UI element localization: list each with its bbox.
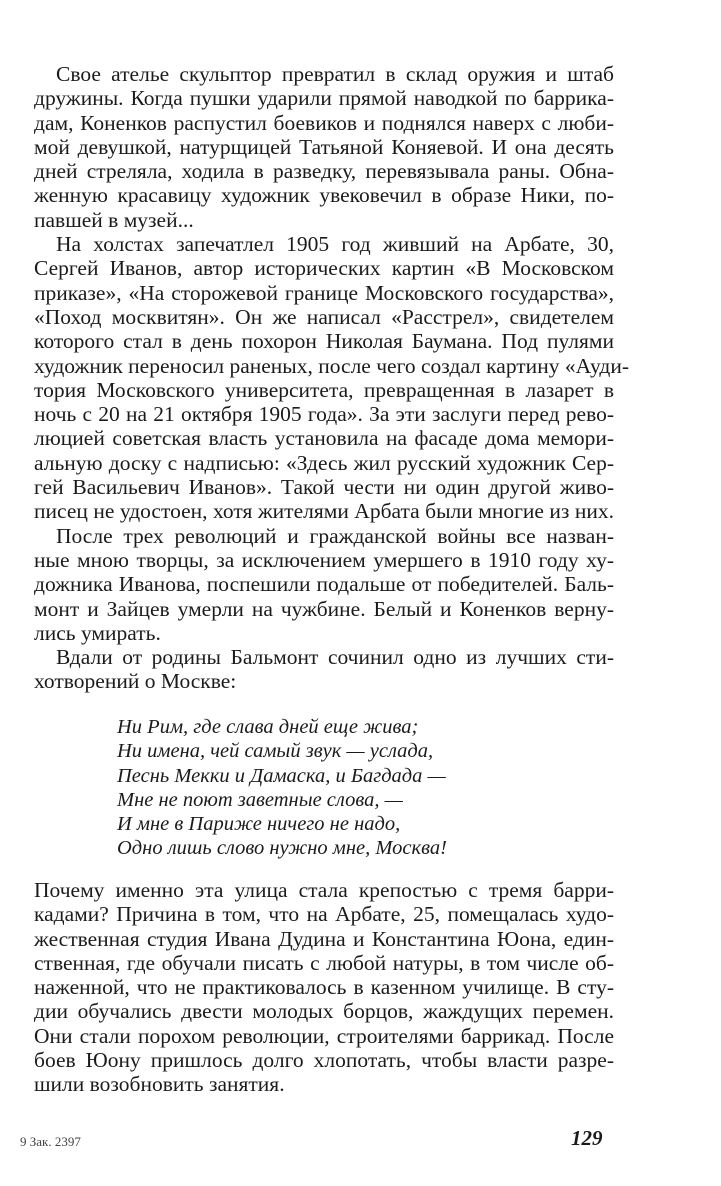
text-line: дней стреляла, ходила в разведку, перевязывала раны. Обна- bbox=[34, 159, 614, 184]
poem-line: И мне в Париже ничего не надо, bbox=[117, 813, 401, 836]
text-line: монт и Зайцев умерли на чужбине. Белый и Коненков верну- bbox=[34, 596, 614, 621]
text-line: На холстах запечатлел 1905 год живший на Арбате, 30, bbox=[56, 232, 614, 257]
text-line: приказе», «На сторожевой границе Московского государства», bbox=[34, 280, 614, 305]
text-line: которого стал в день похорон Николая Баумана. Под пулями bbox=[34, 329, 614, 354]
text-line: тория Московского университета, превращенная в лазарет в bbox=[34, 377, 614, 402]
text-line: ночь с 20 на 21 октября 1905 года». За эти заслуги перед рево- bbox=[34, 402, 614, 427]
text-line: павшей в музей... bbox=[34, 207, 194, 232]
text-line: дии обучались двести молодых борцов, жаждущих перемен. bbox=[34, 999, 614, 1024]
poem-line: Песнь Мекки и Дамаска, и Багдада — bbox=[117, 764, 446, 787]
body-text bbox=[34, 62, 630, 694]
paragraph-4 bbox=[34, 645, 614, 694]
poem-line: Ни имена, чей самый звук — услада, bbox=[117, 740, 434, 763]
text-line: дружины. Когда пушки ударили прямой наводкой по баррика- bbox=[34, 86, 614, 111]
paragraph-5 bbox=[34, 878, 614, 1097]
text-line: альную доску с надписью: «Здесь жил русский художник Сер- bbox=[34, 450, 614, 475]
poem bbox=[117, 715, 597, 861]
page-number: 129 bbox=[571, 1126, 603, 1150]
text-line: ственная, где обучали писать с любой натуры, в том числе об- bbox=[34, 950, 614, 975]
poem-line: Мне не поют заветные слова, — bbox=[117, 788, 403, 811]
text-line: Свое ателье скульптор превратил в склад оружия и штаб bbox=[56, 62, 614, 86]
text-line: Сергей Иванов, автор исторических картин «В Московском bbox=[34, 256, 614, 281]
text-line: наженной, что не практиковалось в казенном училище. В сту- bbox=[34, 975, 614, 1000]
text-line: художник переносил раненых, после чего создал картину «Ауди- bbox=[34, 353, 630, 378]
text-line: женную красавицу художник увековечил в образе Ники, по- bbox=[34, 183, 614, 208]
text-line: Почему именно эта улица стала крепостью с тремя барри- bbox=[34, 878, 614, 902]
printing-order-note: 9 Зак. 2397 bbox=[20, 1134, 81, 1149]
text-line: писец не удостоен, хотя жителями Арбата были многие из них. bbox=[34, 499, 614, 524]
text-line: После трех революций и гражданской войны все назван- bbox=[56, 523, 614, 548]
text-line: «Поход москвитян». Он же написал «Расстрел», свидетелем bbox=[34, 304, 614, 329]
text-line: Они стали порохом революции, строителями баррикад. После bbox=[34, 1023, 614, 1048]
text-line: боев Юону пришлось долго хлопотать, чтобы власти разре- bbox=[34, 1048, 614, 1073]
paragraph-1 bbox=[34, 62, 614, 232]
text-line: ные мною творцы, за исключением умершего в 1910 году ху- bbox=[34, 547, 614, 572]
text-line: жественная студия Ивана Дудина и Константина Юона, един- bbox=[34, 926, 614, 951]
text-line: кадами? Причина в том, что на Арбате, 25, помещалась худо- bbox=[34, 902, 614, 927]
text-line: дам, Коненков распустил боевиков и поднялся наверх с люби- bbox=[34, 110, 614, 135]
text-line: люцией советская власть установила на фасаде дома мемори- bbox=[34, 426, 614, 451]
paragraph-3 bbox=[34, 524, 614, 645]
paragraph-2 bbox=[34, 232, 630, 524]
poem-line: Ни Рим, где слава дней еще жива; bbox=[117, 716, 419, 738]
text-line: хотворений о Москве: bbox=[34, 669, 237, 694]
text-line: лись умирать. bbox=[34, 620, 161, 645]
text-line: дожника Иванова, поспешили подальше от победителей. Баль- bbox=[34, 572, 614, 597]
text-line: мой девушкой, натурщицей Татьяной Коняевой. И она десять bbox=[34, 134, 614, 159]
text-line: Вдали от родины Бальмонт сочинил одно из лучших сти- bbox=[56, 645, 614, 670]
text-line: шили возобновить занятия. bbox=[34, 1072, 285, 1097]
text-line: гей Васильевич Иванов». Такой чести ни один другой живо- bbox=[34, 475, 614, 500]
poem-line: Одно лишь слово нужно мне, Москва! bbox=[117, 837, 447, 860]
